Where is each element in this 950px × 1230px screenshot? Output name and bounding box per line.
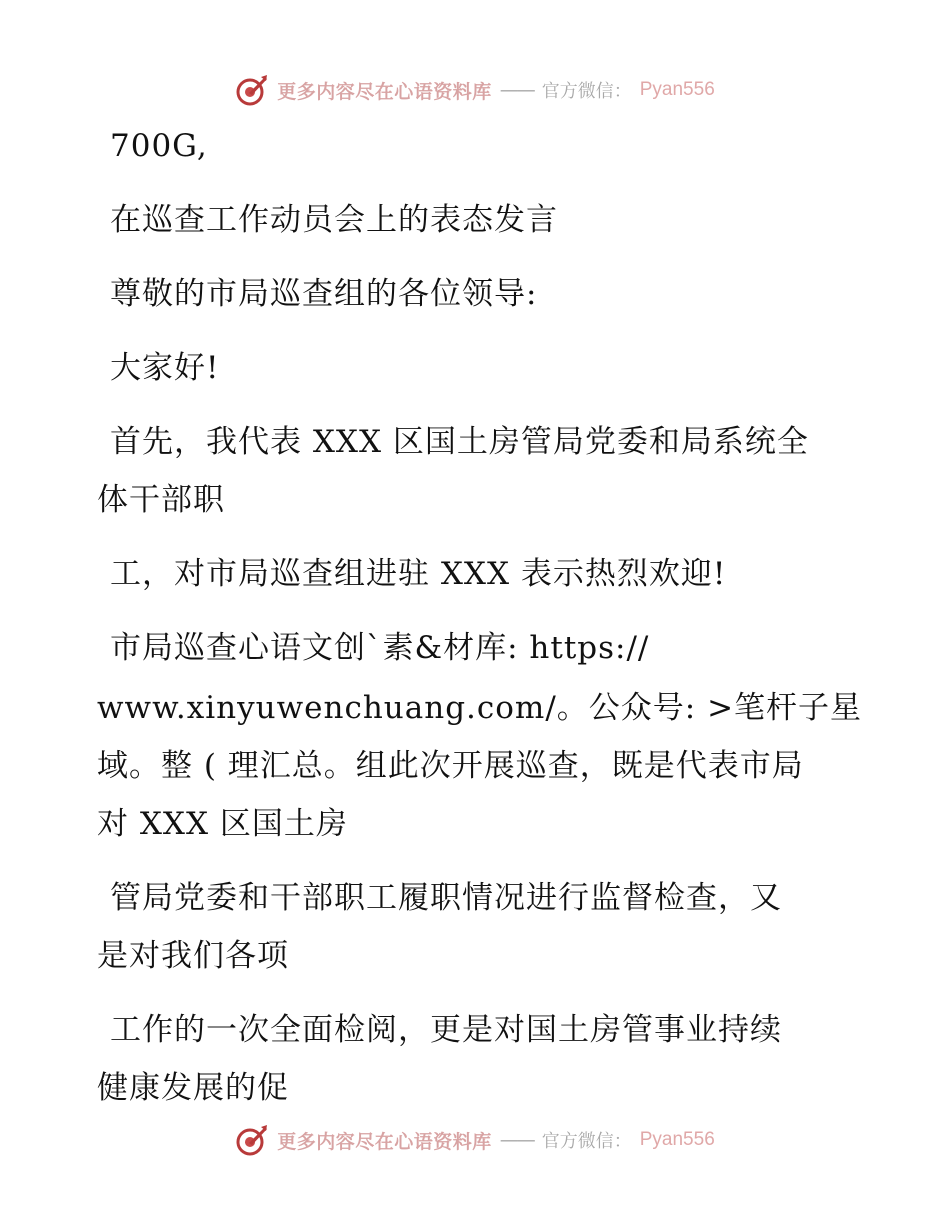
watermark-dash: —— [499, 1129, 534, 1151]
text-line: 是对我们各项 [97, 938, 289, 974]
text-line: 对 XXX 区国土房 [97, 806, 348, 842]
watermark-account: Pyan556 [639, 79, 715, 100]
watermark-dash: —— [499, 79, 534, 101]
text-line: 工，对市局巡查组进驻 XXX 表示热烈欢迎! [110, 556, 727, 592]
watermark-account: Pyan556 [639, 1129, 715, 1150]
text-line: 首先，我代表 XXX 区国土房管局党委和局系统全 [110, 424, 809, 460]
quill-seal-logo-icon [235, 73, 269, 107]
text-line: 市局巡查心语文创`素&材库: https:// [110, 630, 650, 666]
watermark-brand-text: 更多内容尽在心语资料库 [277, 80, 492, 103]
text-line: 体干部职 [97, 482, 225, 518]
header-watermark [0, 70, 950, 110]
text-line: 域。整 ( 理汇总。组此次开展巡查，既是代表市局 [97, 748, 804, 784]
footer-watermark [0, 1120, 950, 1160]
watermark-brand-text: 更多内容尽在心语资料库 [277, 1130, 492, 1153]
document-title: 在巡查工作动员会上的表态发言 [110, 202, 558, 238]
text-line: 健康发展的促 [97, 1070, 289, 1106]
quill-seal-logo-icon [235, 1123, 269, 1157]
salutation: 尊敬的市局巡查组的各位领导: [110, 276, 538, 312]
watermark-sub-text: 官方微信： [541, 1131, 632, 1152]
text-line: www.xinyuwenchuang.com/。公众号: >笔杆子星 [97, 690, 863, 726]
text-line: 管局党委和干部职工履职情况进行监督检查，又 [110, 880, 782, 916]
watermark-sub-text: 官方微信： [541, 81, 632, 102]
greeting: 大家好! [110, 350, 220, 386]
text-line: 工作的一次全面检阅，更是对国土房管事业持续 [110, 1012, 782, 1048]
text-line: 700G, [110, 128, 208, 164]
